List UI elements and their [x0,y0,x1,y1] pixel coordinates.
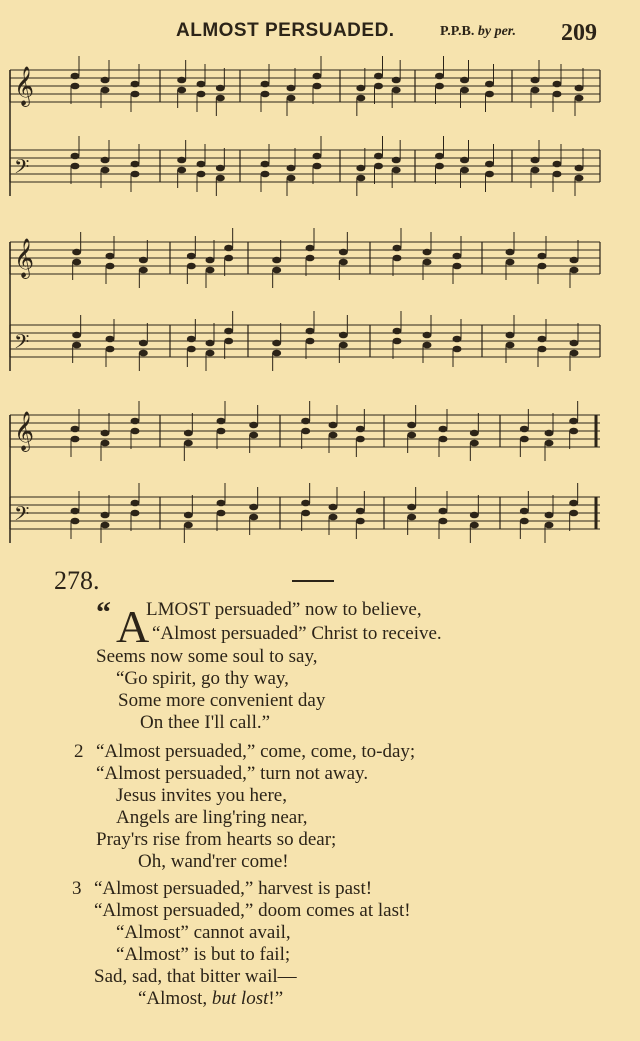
note-head [339,332,348,339]
note-head [339,259,348,266]
note-head [569,418,578,425]
note-head [460,87,469,94]
note-head [435,163,444,170]
note-head [177,157,186,164]
note-head [261,161,270,168]
note-head [407,422,416,429]
note-head [313,73,322,80]
note-head [131,500,140,507]
note-head [553,171,562,178]
note-head [453,336,462,343]
note-head [339,342,348,349]
verse-3-line-5: Sad, sad, that bitter wail— [94,966,297,987]
note-head [72,249,81,256]
last-line-end: !” [268,988,284,1009]
note-head [177,77,186,84]
hymn-number: 278. [54,566,100,595]
note-head [261,81,270,88]
note-head [131,510,140,517]
note-head [435,73,444,80]
note-head [439,436,448,443]
note-head [570,257,579,264]
note-head [453,263,462,270]
note-head [575,95,584,102]
bass-clef-icon: 𝄢 [14,155,30,183]
note-head [101,77,110,84]
verse-1-line-3: Seems now some soul to say, [96,646,318,667]
note-head [71,73,80,80]
open-quote: “ [96,596,111,629]
note-head [356,518,365,525]
note-head [224,338,233,345]
note-head [313,163,322,170]
note-head [531,87,540,94]
note-head [306,255,315,262]
note-head [131,418,140,425]
note-head [197,161,206,168]
note-head [538,346,547,353]
note-head [439,518,448,525]
note-head [287,165,296,172]
note-head [187,263,196,270]
note-head [435,83,444,90]
treble-clef-icon: 𝄞 [14,66,35,106]
note-head [356,436,365,443]
note-head [460,167,469,174]
note-head [261,91,270,98]
note-head [177,87,186,94]
note-head [197,81,206,88]
note-head [249,504,258,511]
note-head [197,171,206,178]
note-head [106,263,115,270]
note-head [184,522,193,529]
note-head [485,161,494,168]
note-head [224,255,233,262]
note-head [569,428,578,435]
verse-2-line-1: “Almost persuaded,” come, come, to-day; [96,741,416,762]
note-head [460,157,469,164]
note-head [392,157,401,164]
note-head [131,171,140,178]
note-head [224,245,233,252]
note-head [575,85,584,92]
note-head [329,514,338,521]
verse-3-line-6 [138,988,283,1010]
verse-3-line-2: “Almost persuaded,” doom comes at last! [94,900,411,921]
note-head [131,161,140,168]
note-head [139,340,148,347]
note-head [301,500,310,507]
note-head [392,87,401,94]
note-head [393,328,402,335]
note-head [485,91,494,98]
note-head [101,522,110,529]
note-head [272,340,281,347]
note-head [301,428,310,435]
note-head [506,249,515,256]
note-head [393,245,402,252]
note-head [374,83,383,90]
note-head [374,163,383,170]
bass-clef-icon: 𝄢 [14,330,30,358]
note-head [545,512,554,519]
note-head [101,167,110,174]
note-head [470,440,479,447]
note-head [356,85,365,92]
note-head [272,267,281,274]
note-head [217,428,226,435]
verse-2-line-4: Angels are ling'ring near, [116,807,308,828]
note-head [187,253,196,260]
credit-suffix: by per. [477,24,516,39]
note-head [356,165,365,172]
note-head [553,91,562,98]
verse-3-line-3: “Almost” cannot avail, [116,922,291,943]
verse-2-line-5: Pray'rs rise from hearts so dear; [96,829,337,850]
note-head [339,249,348,256]
note-head [374,73,383,80]
note-head [71,426,80,433]
last-line-start: “Almost, [138,988,212,1009]
verse-2-line-3: Jesus invites you here, [116,785,287,806]
note-head [184,512,193,519]
note-head [545,440,554,447]
note-head [187,346,196,353]
note-head [506,259,515,266]
note-head [71,153,80,160]
note-head [217,510,226,517]
note-head [485,171,494,178]
note-head [575,165,584,172]
verse-1-line-1: LMOST persuaded” now to believe, [146,599,422,620]
note-head [101,430,110,437]
drop-cap: A [116,601,150,652]
note-head [216,85,225,92]
hymn-title: ALMOST PERSUADED. [176,20,395,41]
note-head [101,157,110,164]
page-number: 209 [561,20,597,46]
note-head [329,504,338,511]
note-head [439,426,448,433]
note-head [569,510,578,517]
note-head [545,430,554,437]
note-head [71,436,80,443]
note-head [249,422,258,429]
note-head [407,432,416,439]
note-head [435,153,444,160]
note-head [531,167,540,174]
note-head [217,500,226,507]
note-head [538,263,547,270]
note-head [570,350,579,357]
note-head [72,342,81,349]
verse-number-2: 2 [74,741,84,762]
note-head [131,428,140,435]
note-head [72,332,81,339]
note-head [184,440,193,447]
note-head [570,340,579,347]
note-head [101,512,110,519]
note-head [139,267,148,274]
note-head [407,504,416,511]
note-head [206,340,215,347]
note-head [392,167,401,174]
note-head [506,332,515,339]
note-head [106,336,115,343]
note-head [423,332,432,339]
note-head [470,522,479,529]
note-head [569,500,578,507]
credit-prefix: P.P.B. [440,24,475,39]
note-head [249,432,258,439]
note-head [287,85,296,92]
note-head [423,249,432,256]
verse-2-line-6: Oh, wand'rer come! [138,851,289,872]
note-head [423,259,432,266]
verse-3-line-4: “Almost” is but to fail; [116,944,291,965]
note-head [139,350,148,357]
note-head [301,418,310,425]
treble-clef-icon: 𝄞 [14,238,35,278]
note-head [206,257,215,264]
note-head [301,510,310,517]
note-head [187,336,196,343]
note-head [570,267,579,274]
note-head [553,81,562,88]
note-head [71,83,80,90]
note-head [101,440,110,447]
note-head [106,253,115,260]
note-head [71,508,80,515]
note-head [71,518,80,525]
note-head [313,83,322,90]
note-head [538,253,547,260]
verse-number-3: 3 [72,878,82,899]
note-head [287,95,296,102]
note-head [272,257,281,264]
note-head [374,153,383,160]
note-head [470,512,479,519]
note-head [272,350,281,357]
note-head [356,175,365,182]
note-head [329,422,338,429]
note-head [575,175,584,182]
note-head [106,346,115,353]
note-head [249,514,258,521]
note-head [393,255,402,262]
last-line-italic: but lost [211,988,269,1009]
note-head [287,175,296,182]
verse-1-line-5: Some more convenient day [118,690,326,711]
note-head [216,165,225,172]
note-head [306,245,315,252]
note-head [553,161,562,168]
note-head [71,163,80,170]
note-head [216,95,225,102]
note-head [224,328,233,335]
note-head [306,328,315,335]
note-head [453,346,462,353]
note-head [392,77,401,84]
note-head [439,508,448,515]
verse-1-line-2: “Almost persuaded” Christ to receive. [152,623,442,644]
note-head [460,77,469,84]
note-head [470,430,479,437]
note-head [329,432,338,439]
verse-3-line-1: “Almost persuaded,” harvest is past! [94,878,373,899]
note-head [531,77,540,84]
note-head [313,153,322,160]
note-head [538,336,547,343]
note-head [531,157,540,164]
note-head [184,430,193,437]
verse-1-line-6: On thee I'll call.” [140,712,271,733]
note-head [139,257,148,264]
note-head [356,426,365,433]
note-head [261,171,270,178]
hymn-divider [292,580,334,582]
note-head [485,81,494,88]
note-head [356,508,365,515]
note-head [453,253,462,260]
note-head [545,522,554,529]
note-head [407,514,416,521]
note-head [206,267,215,274]
note-head [72,259,81,266]
note-head [506,342,515,349]
note-head [423,342,432,349]
note-head [131,81,140,88]
note-head [520,426,529,433]
treble-clef-icon: 𝄞 [14,411,35,451]
note-head [520,518,529,525]
bass-clef-icon: 𝄢 [14,502,30,530]
note-head [306,338,315,345]
note-head [393,338,402,345]
note-head [356,95,365,102]
note-head [101,87,110,94]
note-head [217,418,226,425]
verse-1-line-4: “Go spirit, go thy way, [116,668,289,689]
note-head [177,167,186,174]
verse-2-line-2: “Almost persuaded,” turn not away. [96,763,369,784]
note-head [520,508,529,515]
note-head [206,350,215,357]
note-head [197,91,206,98]
note-head [131,91,140,98]
note-head [216,175,225,182]
note-head [520,436,529,443]
